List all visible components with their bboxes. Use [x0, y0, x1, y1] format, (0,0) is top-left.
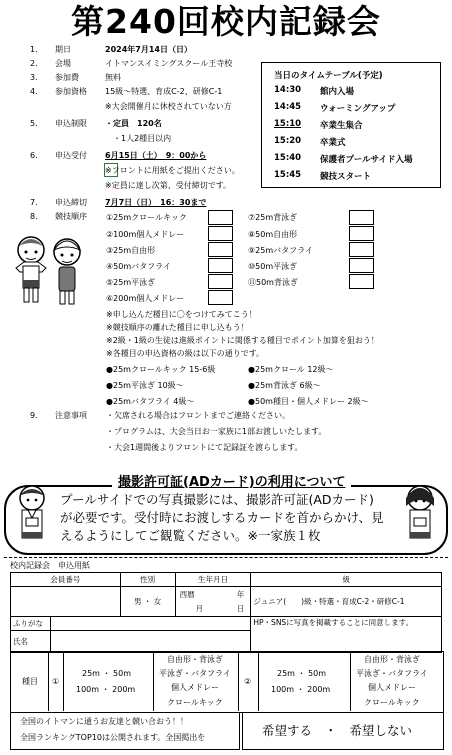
event-checkbox[interactable] [208, 258, 233, 273]
item-1-num: 1． [30, 45, 44, 54]
slot1-dist-a[interactable]: 25m ・ 50m [82, 669, 132, 678]
member-no-field[interactable] [11, 587, 121, 617]
month-label: 月 [195, 604, 204, 613]
banner-line2: が必要です。受付時にお渡しするカードを首からかけ、見 [60, 510, 384, 525]
event-label: 種目 [22, 677, 38, 686]
item-2-value: イトマンスイミングスクール王寺校 [105, 59, 233, 68]
item-6-label: 申込受付 [55, 151, 87, 160]
banner-line3: えるようにしてご観覧ください。※一家族１枚 [60, 528, 321, 543]
slot-2: ② [244, 677, 252, 686]
divider [238, 651, 239, 711]
item-1-label: 期日 [55, 45, 71, 54]
item-4-note: ※大会開催月に休校されていない方 [105, 102, 232, 111]
event-checkbox[interactable] [349, 274, 374, 289]
application-form [10, 572, 442, 653]
furigana-label: ふりがな [11, 617, 51, 631]
day-label: 日 [236, 604, 245, 613]
slot1-stroke[interactable]: クロールキック [167, 698, 223, 707]
slot1-stroke[interactable]: 自由形・背泳ぎ [167, 655, 223, 664]
timetable-row: 14:45 ウォーミングアップ [274, 102, 396, 114]
event-left-4: ④50mバタフライ [106, 262, 171, 271]
item-8-num: 8． [30, 212, 44, 221]
divider [63, 651, 64, 711]
banner-title: 撮影許可証(ADカード)の利用について [112, 471, 351, 490]
event-right-7: ⑦25m背泳ぎ [248, 213, 298, 222]
caution-line: ・大会1週間後よりフロントにて記録証を渡らします。 [106, 443, 303, 452]
cut-line [4, 557, 448, 558]
event-right-10: ⑩50m平泳ぎ [248, 262, 298, 271]
slot1-dist-b[interactable]: 100m ・ 200m [76, 685, 136, 694]
item-8-label: 競技順序 [55, 212, 87, 221]
qual: ●25mクロール 12級～ [248, 365, 334, 374]
item-5-num: 5． [30, 119, 44, 128]
grade-field[interactable]: ジュニア( )級・特選・育成C-2・研修C-1 [251, 587, 442, 617]
name-field[interactable] [50, 631, 250, 653]
qual: ●50m種目・個人メドレー 2級～ [248, 397, 369, 406]
caution-num: 9． [30, 411, 44, 420]
timetable-box [261, 62, 441, 188]
footer-line2: 全国ランキングTOP10は公開されます。全国掲出を [20, 733, 206, 742]
member-no-label: 会員番号 [11, 573, 121, 587]
gender-label: 性別 [120, 573, 175, 587]
event-left-1: ①25mクロールキック [106, 213, 187, 222]
era-label: 西暦 [179, 590, 195, 599]
swimmer-boy-illustration [14, 232, 48, 306]
event-checkbox[interactable] [208, 242, 233, 257]
consent-text: HP・SNSに写真を掲載することに同意します。 [251, 617, 442, 653]
event-checkbox[interactable] [349, 242, 374, 257]
caution-line: ・プログラムは、大会当日お一家族に1部お渡しいたします。 [106, 427, 327, 436]
item-4-label: 参加資格 [55, 87, 87, 96]
page-title: 第240回校内記録会 [71, 2, 381, 41]
event-right-9: ⑨25mバタフライ [248, 246, 313, 255]
footer-line1: 全国のイトマンに通うお友達と競い合おう！！ [20, 717, 188, 726]
item-6-note: ※フロントに用紙をご提出ください。 [105, 166, 240, 175]
event-checkbox[interactable] [349, 226, 374, 241]
timetable-row: 14:30 館内入場 [274, 85, 355, 97]
item-6-num: 6． [30, 151, 44, 160]
item-6-note2: ※定員に達し次第、受付締切です。 [105, 181, 232, 190]
staff-with-card-illustration-right [398, 482, 442, 544]
note-1: ※申し込んだ種目に〇をつけてみてこう！ [106, 310, 257, 319]
timetable-row: 15:45 競技スタート [274, 170, 372, 182]
divider [153, 651, 154, 711]
gender-field[interactable]: 男 ・ 女 [120, 587, 175, 617]
name-label: 氏名 [11, 631, 51, 653]
event-checkbox[interactable] [349, 258, 374, 273]
divider [48, 651, 49, 711]
birthday-label: 生年月日 [175, 573, 251, 587]
event-left-5: ⑤25m平泳ぎ [106, 278, 156, 287]
item-5-label: 申込制限 [55, 119, 87, 128]
item-3-label: 参加費 [55, 73, 79, 82]
form-header: 校内記録会 申込用紙 [10, 561, 90, 570]
timetable-row: 15:10 卒業生集合 [274, 119, 363, 131]
item-3-num: 3． [30, 73, 44, 82]
slot2-stroke[interactable]: 自由形・背泳ぎ [364, 655, 420, 664]
caution-line: ・欠席される場合はフロントまでご連絡ください。 [106, 411, 290, 420]
timetable-heading: 当日のタイムテーブル(予定) [274, 71, 383, 81]
ranking-wish-options[interactable]: 希望する ・ 希望しない [262, 723, 413, 738]
caution-label: 注意事項 [55, 411, 87, 420]
event-checkbox[interactable] [349, 210, 374, 225]
item-5-note: ・1人2種目以内 [113, 134, 172, 143]
slot1-stroke[interactable]: 個人メドレー [171, 683, 219, 692]
item-6-value: 6月15日（土） 9：00から [105, 151, 207, 160]
banner-line1: プールサイドでの写真撮影には、撮影許可証(ADカード) [60, 492, 374, 507]
item-4-num: 4． [30, 87, 44, 96]
event-right-11: ⑪50m背泳ぎ [248, 278, 298, 287]
event-left-2: ②100m個人メドレー [106, 230, 185, 239]
event-checkbox[interactable] [208, 226, 233, 241]
item-4-value: 15級～特選、育成C-2、研修C-1 [105, 87, 223, 96]
item-2-label: 会場 [55, 59, 71, 68]
slot2-stroke[interactable]: クロールキック [364, 698, 420, 707]
slot2-dist-a[interactable]: 25m ・ 50m [277, 669, 327, 678]
item-1-value: 2024年7月14日（日） [105, 45, 192, 54]
event-left-6: ⑥200m個人メドレー [106, 294, 185, 303]
note-3: ※2級・1級の生徒は進級ポイントに関係する種目でポイント加算を狙おう！ [106, 336, 379, 345]
slot-1: ① [52, 677, 60, 686]
furigana-field[interactable] [50, 617, 250, 631]
item-7-value: 7月7日（日） 16：30まで [105, 198, 207, 207]
item-5-value: ・定員 120名 [105, 119, 162, 128]
divider [350, 651, 351, 711]
qual: ●25mクロールキック 15-6級 [106, 365, 216, 374]
item-3-value: 無料 [105, 73, 121, 82]
event-left-3: ③25m自由形 [106, 246, 156, 255]
event-checkbox[interactable] [208, 210, 233, 225]
birthday-field[interactable] [175, 587, 251, 617]
item-7-label: 申込締切 [55, 198, 87, 207]
timetable-row: 15:20 卒業式 [274, 136, 346, 148]
slot1-stroke[interactable]: 平泳ぎ・バタフライ [159, 669, 231, 678]
event-right-8: ⑧50m自由形 [248, 230, 298, 239]
qual: ●25m平泳ぎ 10級～ [106, 381, 184, 390]
event-checkbox[interactable] [208, 274, 233, 289]
year-label: 年 [236, 590, 245, 599]
staff-with-card-illustration-left [10, 482, 54, 544]
grade-label: 級 [251, 573, 442, 587]
qual: ●25m背泳ぎ 6級～ [248, 381, 321, 390]
slot2-stroke[interactable]: 平泳ぎ・バタフライ [356, 669, 428, 678]
divider [258, 651, 259, 711]
item-7-num: 7． [30, 198, 44, 207]
note-4: ※各種目の申込資格の級は以下の通りです。 [106, 349, 265, 358]
item-2-num: 2． [30, 59, 44, 68]
note-2: ※競技順序の離れた種目に申し込もう！ [106, 323, 249, 332]
timetable-row: 15:40 保護者プールサイド入場 [274, 153, 413, 165]
event-checkbox[interactable] [208, 290, 233, 305]
qual: ●25mバタフライ 4級～ [106, 397, 195, 406]
slot2-stroke[interactable]: 個人メドレー [368, 683, 416, 692]
swimmer-girl-illustration [50, 234, 84, 308]
slot2-dist-b[interactable]: 100m ・ 200m [271, 685, 331, 694]
